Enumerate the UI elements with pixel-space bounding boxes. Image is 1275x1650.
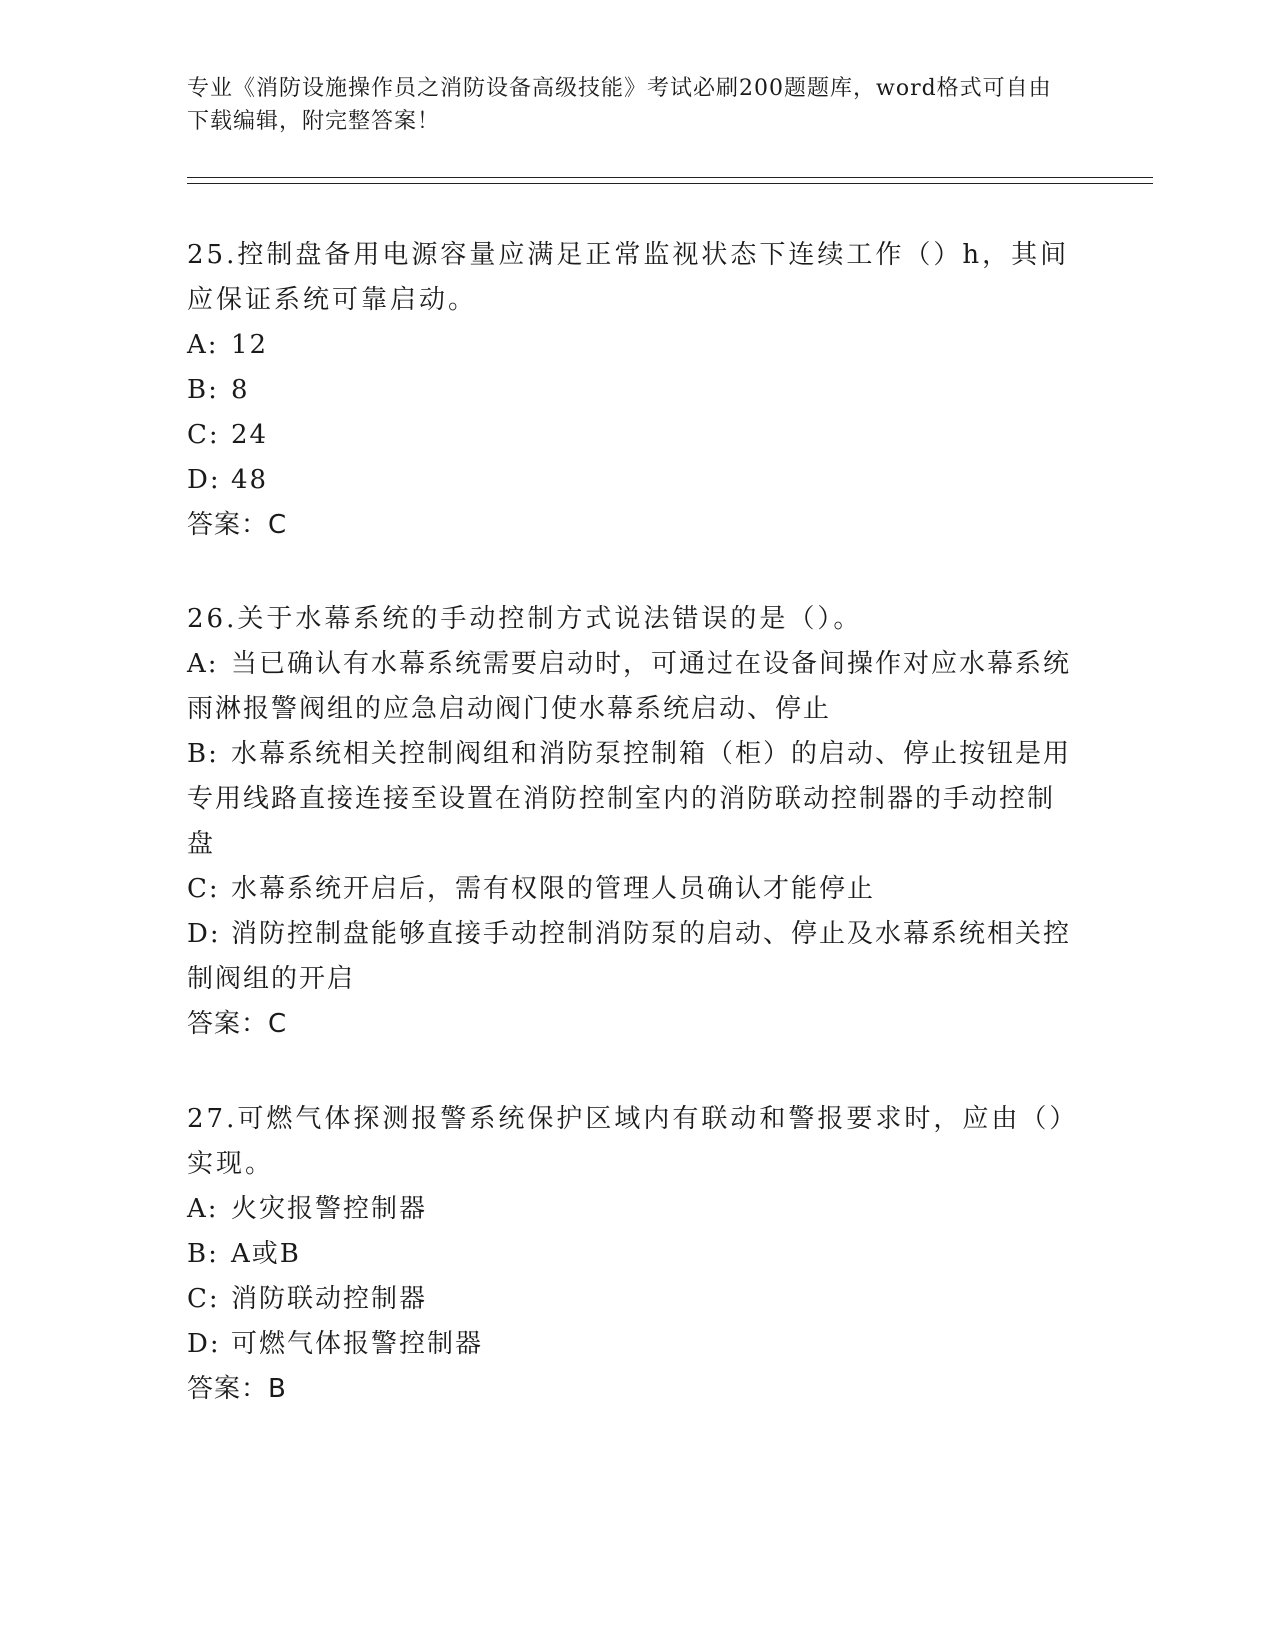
header-divider-bottom (187, 183, 1153, 184)
option-text: 水幕系统开启后，需有权限的管理人员确认才能停止 (231, 874, 876, 904)
option-letter: A: (187, 1194, 219, 1224)
option-letter: C: (187, 1284, 220, 1314)
option-d (187, 1322, 1077, 1367)
option-c (187, 413, 1077, 458)
question-stem: 27.可燃气体探测报警系统保护区域内有联动和警报要求时，应由（）实现。 (187, 1104, 1066, 1179)
option-b (187, 1232, 1077, 1277)
answer-value: C (268, 1009, 288, 1039)
option-text: 消防联动控制器 (231, 1284, 428, 1314)
answer-value: C (268, 510, 288, 540)
option-a (187, 642, 1077, 732)
option-letter: D: (187, 465, 221, 495)
option-c (187, 1277, 1077, 1322)
question-27 (187, 1097, 1077, 1412)
option-letter: C: (187, 874, 220, 904)
option-letter: C: (187, 420, 220, 450)
question-26 (187, 597, 1077, 1047)
option-text: 可燃气体报警控制器 (231, 1329, 484, 1359)
option-a (187, 1187, 1077, 1232)
option-text: 24 (231, 420, 269, 450)
document-intro: 专业《消防设施操作员之消防设备高级技能》考试必刷200题题库，word格式可自由下载编辑，附完整答案！ (187, 76, 1052, 134)
question-stem: 26.关于水幕系统的手动控制方式说法错误的是（）。 (187, 604, 863, 634)
option-text: 消防控制盘能够直接手动控制消防泵的启动、停止及水幕系统相关控制阀组的开启 (187, 919, 1072, 994)
answer-label: 答案： (187, 1374, 269, 1404)
option-letter: B: (187, 739, 219, 769)
option-d (187, 458, 1077, 503)
option-b (187, 732, 1077, 867)
option-letter: D: (187, 919, 221, 949)
answer-line (187, 1367, 1077, 1412)
option-text: 当已确认有水幕系统需要启动时，可通过在设备间操作对应水幕系统雨淋报警阀组的应急启动阀门使水幕系统启动、停止 (187, 649, 1072, 724)
option-text: A或B (231, 1239, 301, 1269)
option-letter: B: (187, 375, 219, 405)
question-stem: 25.控制盘备用电源容量应满足正常监视状态下连续工作（）h，其间应保证系统可靠启动。 (187, 240, 1070, 315)
answer-line (187, 503, 1077, 548)
option-text: 8 (231, 375, 250, 405)
option-text: 水幕系统相关控制阀组和消防泵控制箱（柜）的启动、停止按钮是用专用线路直接连接至设置在消防控制室内的消防联动控制器的手动控制盘 (187, 739, 1072, 859)
answer-value: B (268, 1374, 287, 1404)
option-text: 12 (231, 330, 269, 360)
option-letter: D: (187, 1329, 221, 1359)
option-d (187, 912, 1077, 1002)
option-text: 火灾报警控制器 (231, 1194, 428, 1224)
answer-line (187, 1002, 1077, 1047)
option-b (187, 368, 1077, 413)
answer-label: 答案： (187, 510, 269, 540)
question-25 (187, 233, 1077, 548)
option-a (187, 323, 1077, 368)
option-text: 48 (231, 465, 269, 495)
option-letter: A: (187, 649, 219, 679)
option-letter: A: (187, 330, 219, 360)
option-letter: B: (187, 1239, 219, 1269)
answer-label: 答案： (187, 1009, 269, 1039)
option-c (187, 867, 1077, 912)
header-divider-top (187, 177, 1153, 178)
